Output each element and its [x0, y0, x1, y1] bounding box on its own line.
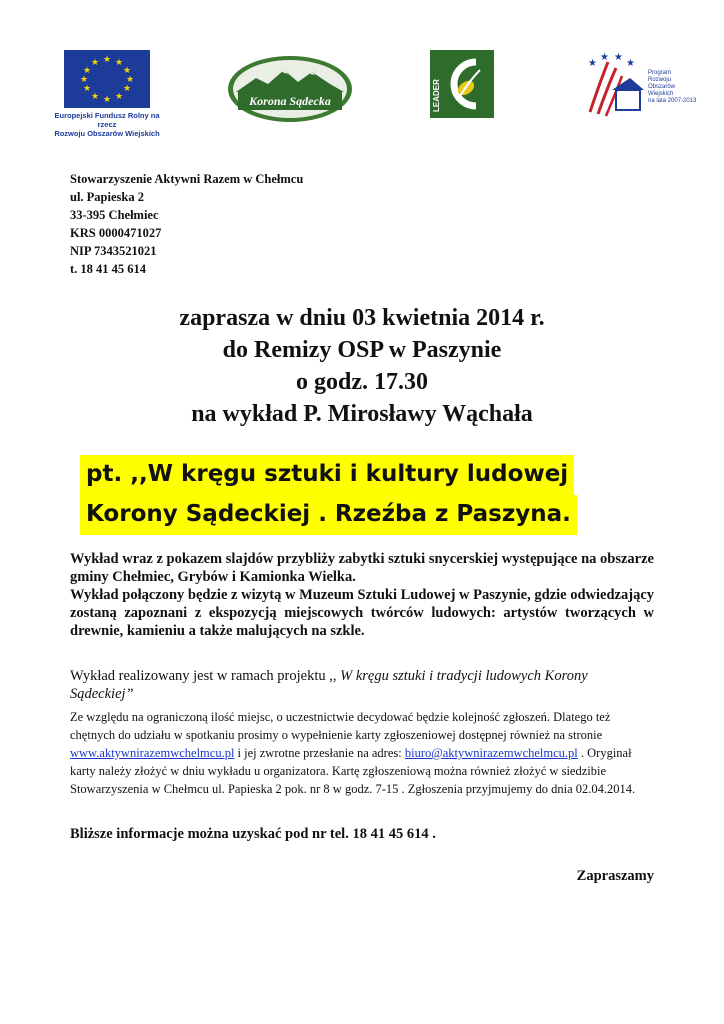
svg-text:★: ★ — [588, 58, 597, 69]
leader-logo — [430, 50, 494, 118]
leader-logo-icon — [430, 50, 494, 118]
svg-text:★: ★ — [614, 52, 623, 63]
org-phone: t. 18 41 45 614 — [70, 262, 147, 276]
contact-info: Bliższe informacje można uzyskać pod nr tel. 18 41 45 614 . — [70, 826, 436, 842]
website-link[interactable]: www.aktywnirazemwchelmcu.pl — [70, 746, 235, 760]
registration-text-b: i jej zwrotne przesłanie na adres: — [234, 746, 405, 760]
prow-text-line1: Program — [648, 70, 672, 76]
lecture-description — [70, 550, 654, 640]
korona-sadecka-logo — [226, 54, 354, 124]
project-info — [70, 667, 654, 703]
org-city: 33-395 Chełmiec — [70, 208, 159, 222]
invite-line-date: zaprasza w dniu 03 kwietnia 2014 r. — [179, 305, 545, 331]
title-line2: Korony Sądeckiej . Rzeźba z Paszyna. — [80, 495, 577, 535]
org-street: ul. Papieska 2 — [70, 190, 144, 204]
invite-line-time: o godz. 17.30 — [296, 369, 428, 395]
description-para-a: Wykład wraz z pokazem slajdów przybliży zabytki sztuki snycerskiej występujące na obszarze gminy Chełmiec, Grybów i Kamionka Wielka. — [70, 551, 654, 585]
prow-text-line2: Rozwoju — [648, 77, 672, 83]
prow-logo — [578, 52, 702, 126]
org-nip: NIP 7343521021 — [70, 244, 157, 258]
prow-text-line4: Wiejskich — [648, 91, 674, 97]
description-para-b: Wykład połączony będzie z wizytą w Muzeum Sztuki Ludowej w Paszynie, gdzie odwiedzający zostaną zapoznani z ekspozycją miejscowych twórców ludowych: artystów tworzących w drewnie, kamieniu a także malujących na szkle. — [70, 587, 654, 639]
project-name: W kręgu sztuki i tradycji ludowych Korony Sądeckiej” — [70, 668, 588, 702]
registration-text-a: Ze względu na ograniczoną ilość miejsc, o uczestnictwie decydować będzie kolejność zgłoszeń. Dlatego też chętnych do udziału w spotkaniu prosimy o wypełnienie karty zgłoszeniowej dostępnej również na stronie — [70, 710, 611, 742]
logo-bar — [0, 40, 724, 140]
leader-logo-text: LEADER — [432, 79, 441, 112]
invite-line-place: do Remizy OSP w Paszynie — [222, 337, 502, 363]
org-krs: KRS 0000471027 — [70, 226, 162, 240]
eu-caption-line1: Europejski Fundusz Rolny na rzecz — [54, 111, 160, 129]
svg-text:★: ★ — [626, 58, 635, 69]
registration-info — [70, 708, 654, 798]
project-prefix: Wykład realizowany jest w ramach projektu ,, — [70, 668, 341, 684]
korona-logo-text: Korona Sądecka — [249, 94, 331, 108]
email-link[interactable]: biuro@aktywnirazemwchelmcu.pl — [404, 746, 578, 760]
org-name: Stowarzyszenie Aktywni Razem w Chełmcu — [70, 172, 304, 186]
prow-text-line3: Obszarów — [648, 84, 676, 90]
prow-text-line5: na lata 2007-2013 — [648, 98, 697, 104]
title-line1: pt. ,,W kręgu sztuki i kultury ludowej — [80, 455, 574, 495]
mountains-logo-icon — [226, 54, 354, 124]
registration-text-c: . Oryginał karty należy złożyć w dniu wykładu u organizatora. Kartę zgłoszeniową można również złożyć w siedzibie Stowarzyszenia w Chełmcu ul. Papieska 2 pok. nr 8 w godz. 7-15 . Zgłoszenia przyjmujemy do dnia 02.04.2014. — [70, 746, 636, 796]
svg-text:★: ★ — [600, 52, 609, 63]
closing-text: Zapraszamy — [576, 868, 654, 884]
eu-logo — [48, 50, 166, 138]
invite-line-speaker: na wykład P. Mirosławy Wąchała — [191, 401, 533, 427]
eu-caption-line2: Rozwoju Obszarów Wiejskich — [54, 129, 160, 138]
invitation-heading — [0, 302, 724, 430]
address-block — [70, 170, 303, 278]
lecture-title — [80, 455, 577, 535]
prow-logo-icon — [578, 52, 648, 126]
eu-flag-icon: ★ ★ ★ ★ ★ ★ ★ ★ ★ ★ ★ ★ — [64, 50, 150, 108]
